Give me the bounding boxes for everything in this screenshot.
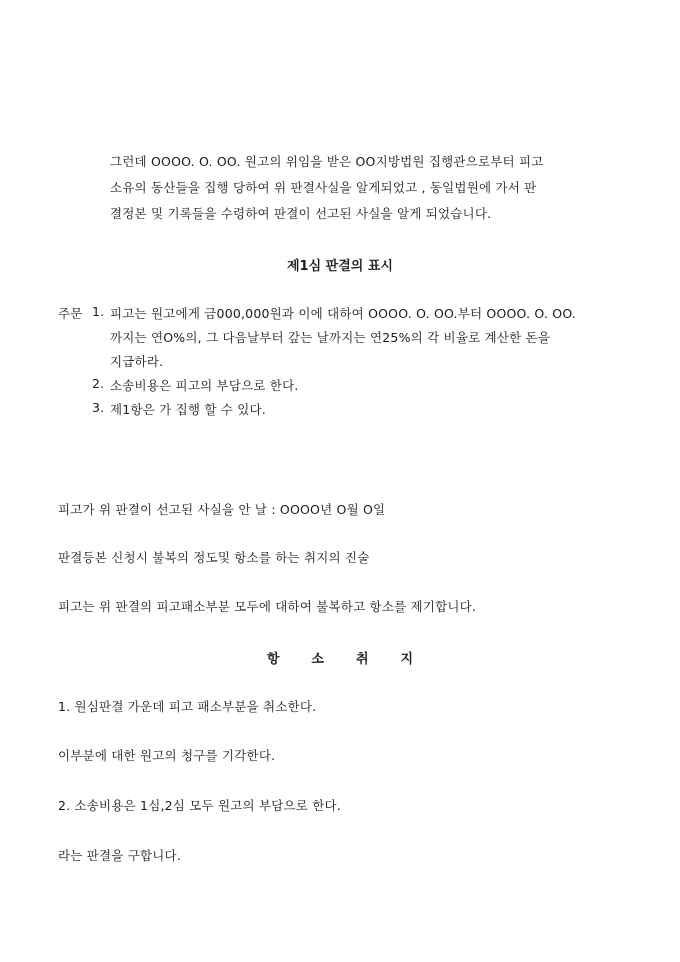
order-item-3-text: 제1항은 가 집행 할 수 있다. xyxy=(110,402,266,417)
order-item-1-line-2: 까지는 연O%의, 그 다음날부터 갚는 날까지는 연25%의 각 비율로 계산한 돈을 xyxy=(110,330,551,345)
notice-date-statement: 피고가 위 판결이 선고된 사실을 안 날 : OOOO년 O월 O일 xyxy=(58,502,386,517)
intro-line-1: 그런데 OOOO. O. OO. 원고의 위임을 받은 OO지방법원 집행관으로부터 피고 xyxy=(110,154,544,169)
first-judgment-heading: 제1심 판결의 표시 xyxy=(286,259,393,274)
order-item-1-number: 1. xyxy=(92,304,105,319)
intro-line-2: 소유의 동산들을 집행 당하여 위 판결사실을 알게되었고 , 동일법원에 가서 판 xyxy=(110,180,537,195)
appeal-purpose-line-4: 라는 판결을 구합니다. xyxy=(58,848,181,863)
appeal-purpose-line-2: 이부분에 대한 원고의 청구를 기각한다. xyxy=(58,748,276,763)
order-item-1-line-3: 지급하라. xyxy=(110,354,164,369)
appeal-purpose-line-1: 1. 원심판결 가운데 피고 패소부분을 취소한다. xyxy=(58,699,317,714)
order-item-2-number: 2. xyxy=(92,376,105,391)
order-item-2-text: 소송비용은 피고의 부담으로 한다. xyxy=(110,378,299,393)
appeal-purpose-heading xyxy=(0,648,680,667)
appeal-purpose-line-3: 2. 소송비용은 1심,2심 모두 원고의 부담으로 한다. xyxy=(58,798,341,813)
appeal-statement: 피고는 위 판결의 피고패소부분 모두에 대하여 불복하고 항소를 제기합니다. xyxy=(58,599,477,614)
order-item-3-number: 3. xyxy=(92,400,105,415)
appeal-purpose-heading-text: 항소취지 xyxy=(266,652,446,667)
order-item-1-line-1: 피고는 원고에게 금000,000원과 이에 대하여 OOOO. O. OO.부터 OOOO. O. OO. xyxy=(110,306,577,321)
request-title: 판결등본 신청시 불복의 정도및 항소를 하는 취지의 진술 xyxy=(58,550,370,565)
intro-line-3: 결정본 및 기록들을 수령하여 판결이 선고된 사실을 알게 되었습니다. xyxy=(110,206,492,221)
order-label: 주문 xyxy=(58,306,83,321)
